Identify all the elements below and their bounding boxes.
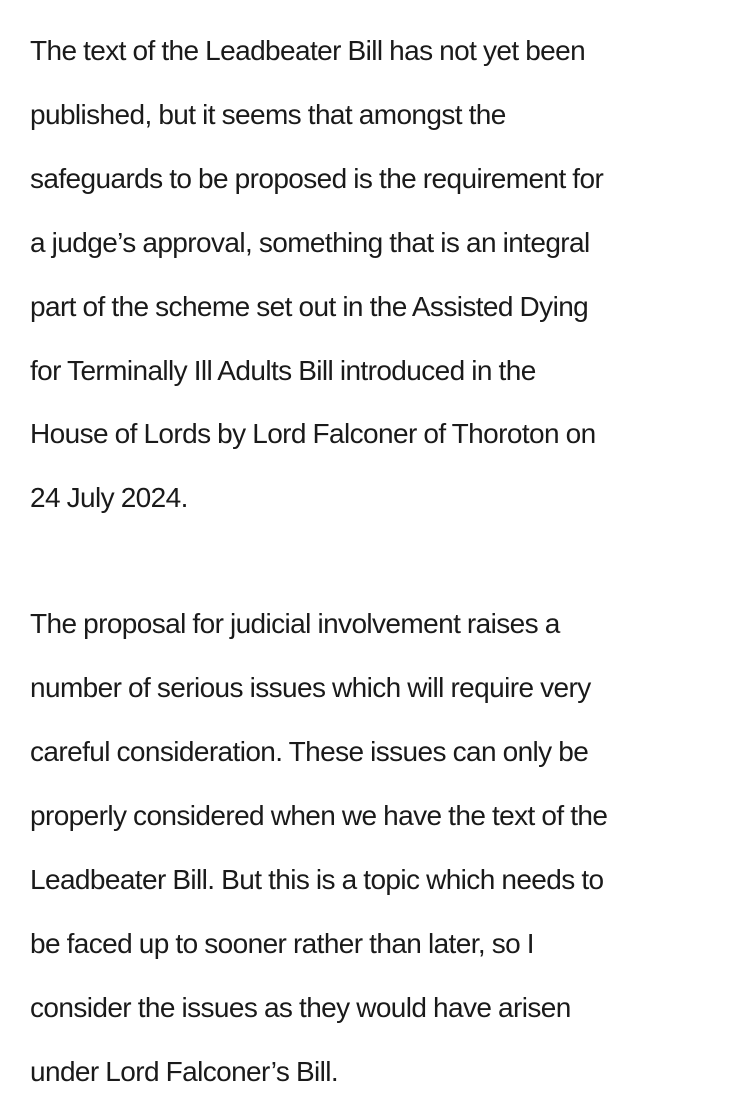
paragraph-1-line: for Terminally Ill Adults Bill introduced in the xyxy=(30,354,536,386)
paragraph-1-line: The text of the Leadbeater Bill has not yet been xyxy=(30,35,586,66)
paragraph-2-line: under Lord Falconer’s Bill. xyxy=(30,1055,339,1087)
paragraph-2-line: careful consideration. These issues can only be xyxy=(30,736,589,768)
paragraph-1-line: safeguards to be proposed is the requirement for xyxy=(30,162,604,194)
paragraph-2-line: properly considered when we have the text of the xyxy=(30,799,608,831)
paragraph-1-line: House of Lords by Lord Falconer of Thoroton on xyxy=(30,418,596,450)
paragraph-1-line: a judge’s approval, something that is an integral xyxy=(30,226,590,258)
paragraph-1-line: part of the scheme set out in the Assisted Dying xyxy=(30,290,589,322)
article-body xyxy=(30,19,730,1104)
paragraph-2-line: The proposal for judicial involvement raises a xyxy=(30,608,560,640)
paragraph-spacer xyxy=(30,530,730,592)
paragraph-1-line: published, but it seems that amongst the xyxy=(30,98,506,130)
paragraph-2 xyxy=(30,592,730,1103)
paragraph-1 xyxy=(30,19,730,530)
paragraph-2-line: Leadbeater Bill. But this is a topic which needs to xyxy=(30,863,604,895)
paragraph-2-line: number of serious issues which will require very xyxy=(30,672,591,704)
paragraph-2-line: be faced up to sooner rather than later, so I xyxy=(30,927,534,959)
paragraph-2-line: consider the issues as they would have arisen xyxy=(30,991,571,1023)
paragraph-1-line: 24 July 2024. xyxy=(30,482,188,514)
